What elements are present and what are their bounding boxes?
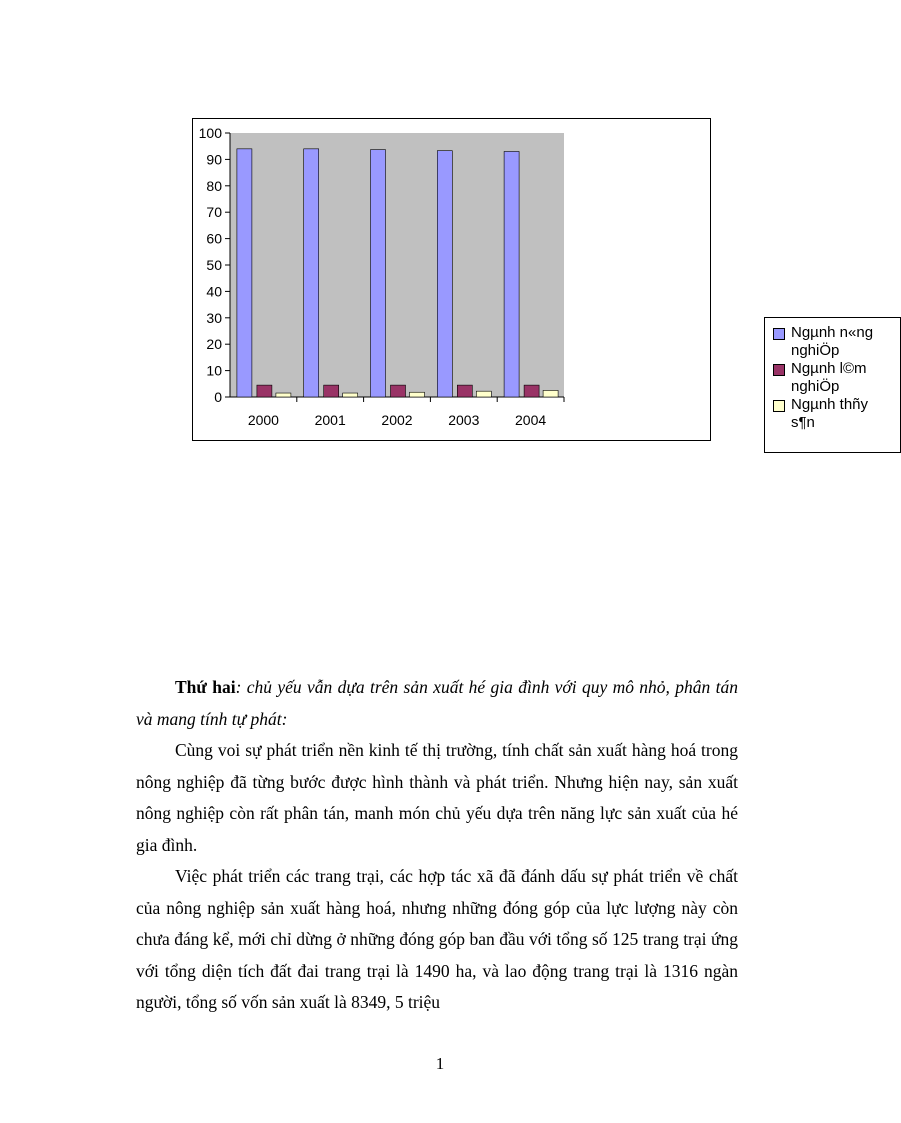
legend-label-line2: nghiÖp [791,342,840,359]
y-tick-label: 10 [206,362,222,379]
paragraph-1 [136,672,738,735]
legend-entry [773,324,896,360]
legend-swatch [773,328,785,340]
bar-2-2003 [457,385,472,397]
legend-label-line2: nghiÖp [791,378,840,395]
y-tick-label: 100 [198,125,222,141]
x-tick-label: 2000 [247,412,279,428]
legend-entry [773,360,896,396]
bar-3-2003 [476,391,491,397]
legend-label-line1: Ngµnh thñy [791,396,869,413]
page-number: 1 [435,1054,445,1073]
legend-label [791,324,873,360]
legend-swatch [773,400,785,412]
bar-1-2002 [371,150,386,397]
paragraph-lead-bold: Thứ hai [175,677,236,697]
bar-1-2003 [437,151,452,397]
paragraph-lead-italic: : chủ yếu vẫn dựa trên sản xuất hé gia đình với quy mô nhỏ, phân tán và mang tính tự phát: [136,677,738,729]
bar-3-2000 [276,393,291,397]
chart-canvas [193,119,712,442]
bar-2-2002 [391,385,406,397]
paragraph-3: Việc phát triển các trang trại, các hợp tác xã đã đánh dấu sự phát triển về chất của nông nghiệp sản xuất hàng hoá, nhưng những đóng góp của lực lượng này còn chưa đáng kể, mới chỉ dừng ở những đóng góp ban đầu với tổng số 125 trang trại ứng với tổng diện tích đất đai trang trại là 1490 ha, và lao động trang trại là 1316 ngàn người, tổng số vốn sản xuất là 8349, 5 triệu [136,866,738,1012]
chart-legend [764,317,901,453]
legend-label-line1: Ngµnh l©m [791,360,867,377]
bar-chart [192,118,874,441]
y-tick-label: 0 [214,389,222,405]
legend-label [791,360,867,396]
bar-3-2004 [543,390,558,397]
y-tick-label: 20 [206,336,222,353]
body-text [136,672,738,1019]
x-tick-label: 2001 [314,412,346,428]
bar-2-2000 [257,385,272,397]
x-tick-label: 2004 [515,412,547,428]
x-tick-label: 2003 [448,412,480,428]
y-tick-label: 60 [206,230,222,247]
legend-entry [773,396,896,432]
paragraph-2: Cùng voi sự phát triển nền kinh tế thị trường, tính chất sản xuất hàng hoá trong nông nghiệp đã từng bước được hình thành và phát triển. Nhưng hiện nay, sản xuất nông nghiệp còn rất phân tán, manh món chủ yếu dựa trên năng lực sản xuất của hé gia đình. [136,740,738,855]
bar-1-2001 [304,149,319,397]
x-tick-label: 2002 [381,412,413,428]
legend-label-line2: s¶n [791,414,815,431]
bar-3-2001 [343,393,358,397]
y-tick-label: 30 [206,309,222,326]
y-tick-label: 70 [206,204,222,221]
legend-label-line1: Ngµnh n«ng [791,324,874,341]
bar-1-2004 [504,151,519,397]
bar-2-2001 [324,385,339,397]
y-tick-label: 50 [206,257,222,273]
legend-label [791,396,868,432]
bar-2-2004 [524,385,539,397]
legend-swatch [773,364,785,376]
y-tick-label: 90 [206,151,222,168]
y-tick-label: 40 [206,283,222,300]
bar-1-2000 [237,149,252,397]
y-tick-label: 80 [206,177,222,194]
bar-3-2002 [410,392,425,397]
